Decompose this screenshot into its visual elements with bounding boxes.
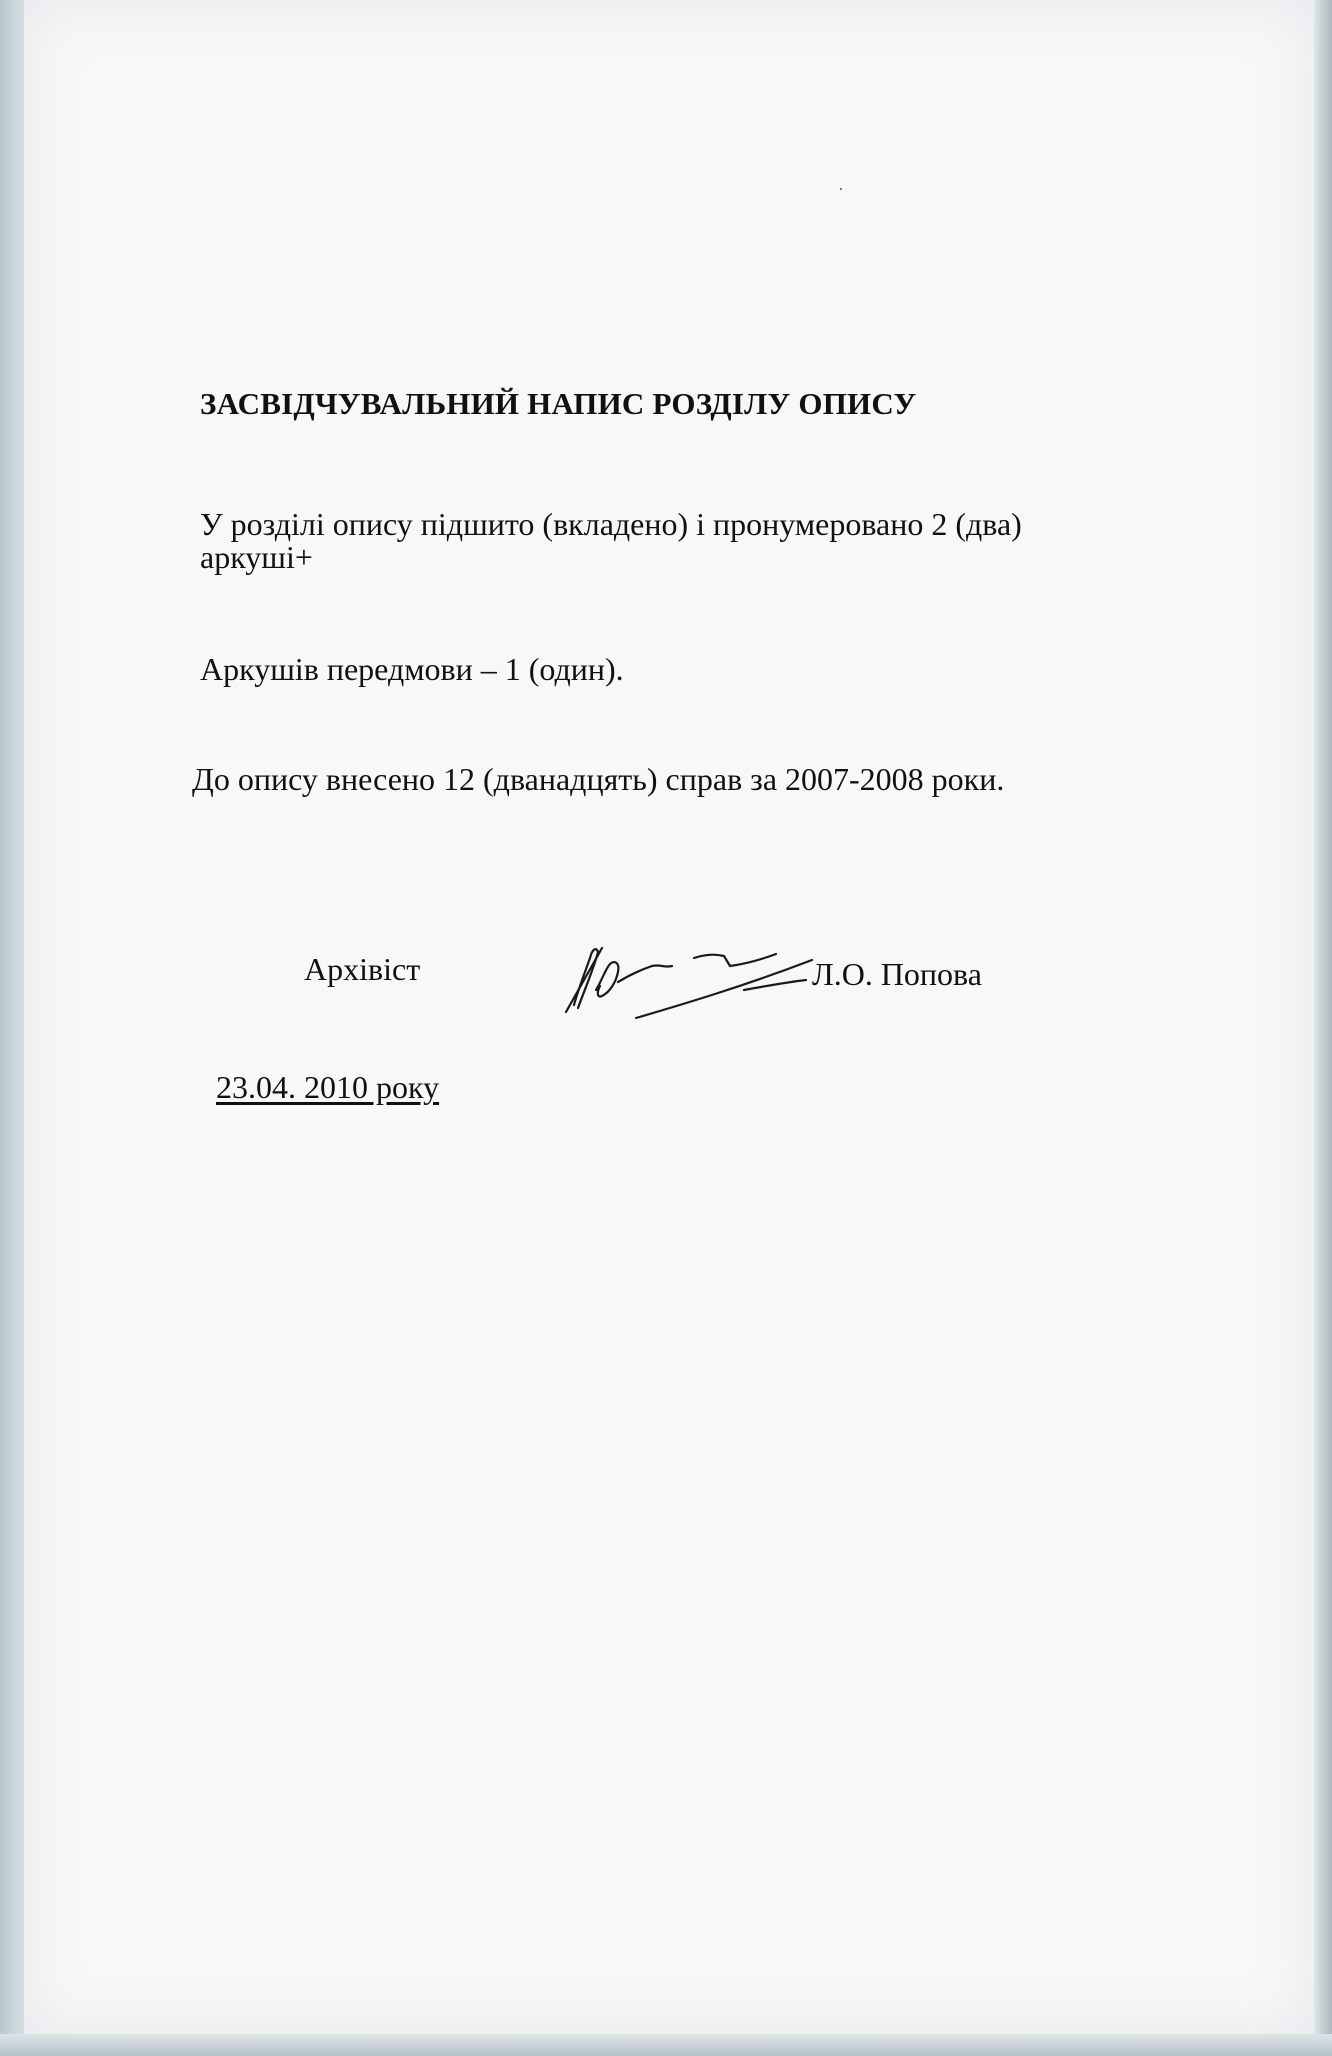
- document-page: [24, 0, 1314, 2034]
- handwritten-signature: [544, 920, 824, 1030]
- paragraph-sheets-count-line2: аркуші+: [200, 539, 313, 575]
- paper-speck: [840, 188, 842, 190]
- scan-background-right: [1314, 0, 1332, 2056]
- paragraph-sheets-count-line1: У розділі опису підшито (вкладено) і пронумеровано 2 (два): [200, 506, 1022, 542]
- document-title: ЗАСВІДЧУВАЛЬНИЙ НАПИС РОЗДІЛУ ОПИСУ: [200, 386, 917, 421]
- scan-background-left: [0, 0, 26, 2056]
- paragraph-cases-count: До опису внесено 12 (дванадцять) справ за 2007-2008 роки.: [192, 761, 1005, 797]
- signatory-role: Архівіст: [304, 951, 421, 987]
- paragraph-preface-sheets: Аркушів передмови – 1 (один).: [200, 651, 624, 687]
- document-date: 23.04. 2010 року: [216, 1069, 440, 1105]
- scan-background-bottom: [0, 2034, 1332, 2056]
- signatory-name: Л.О. Попова: [812, 956, 982, 992]
